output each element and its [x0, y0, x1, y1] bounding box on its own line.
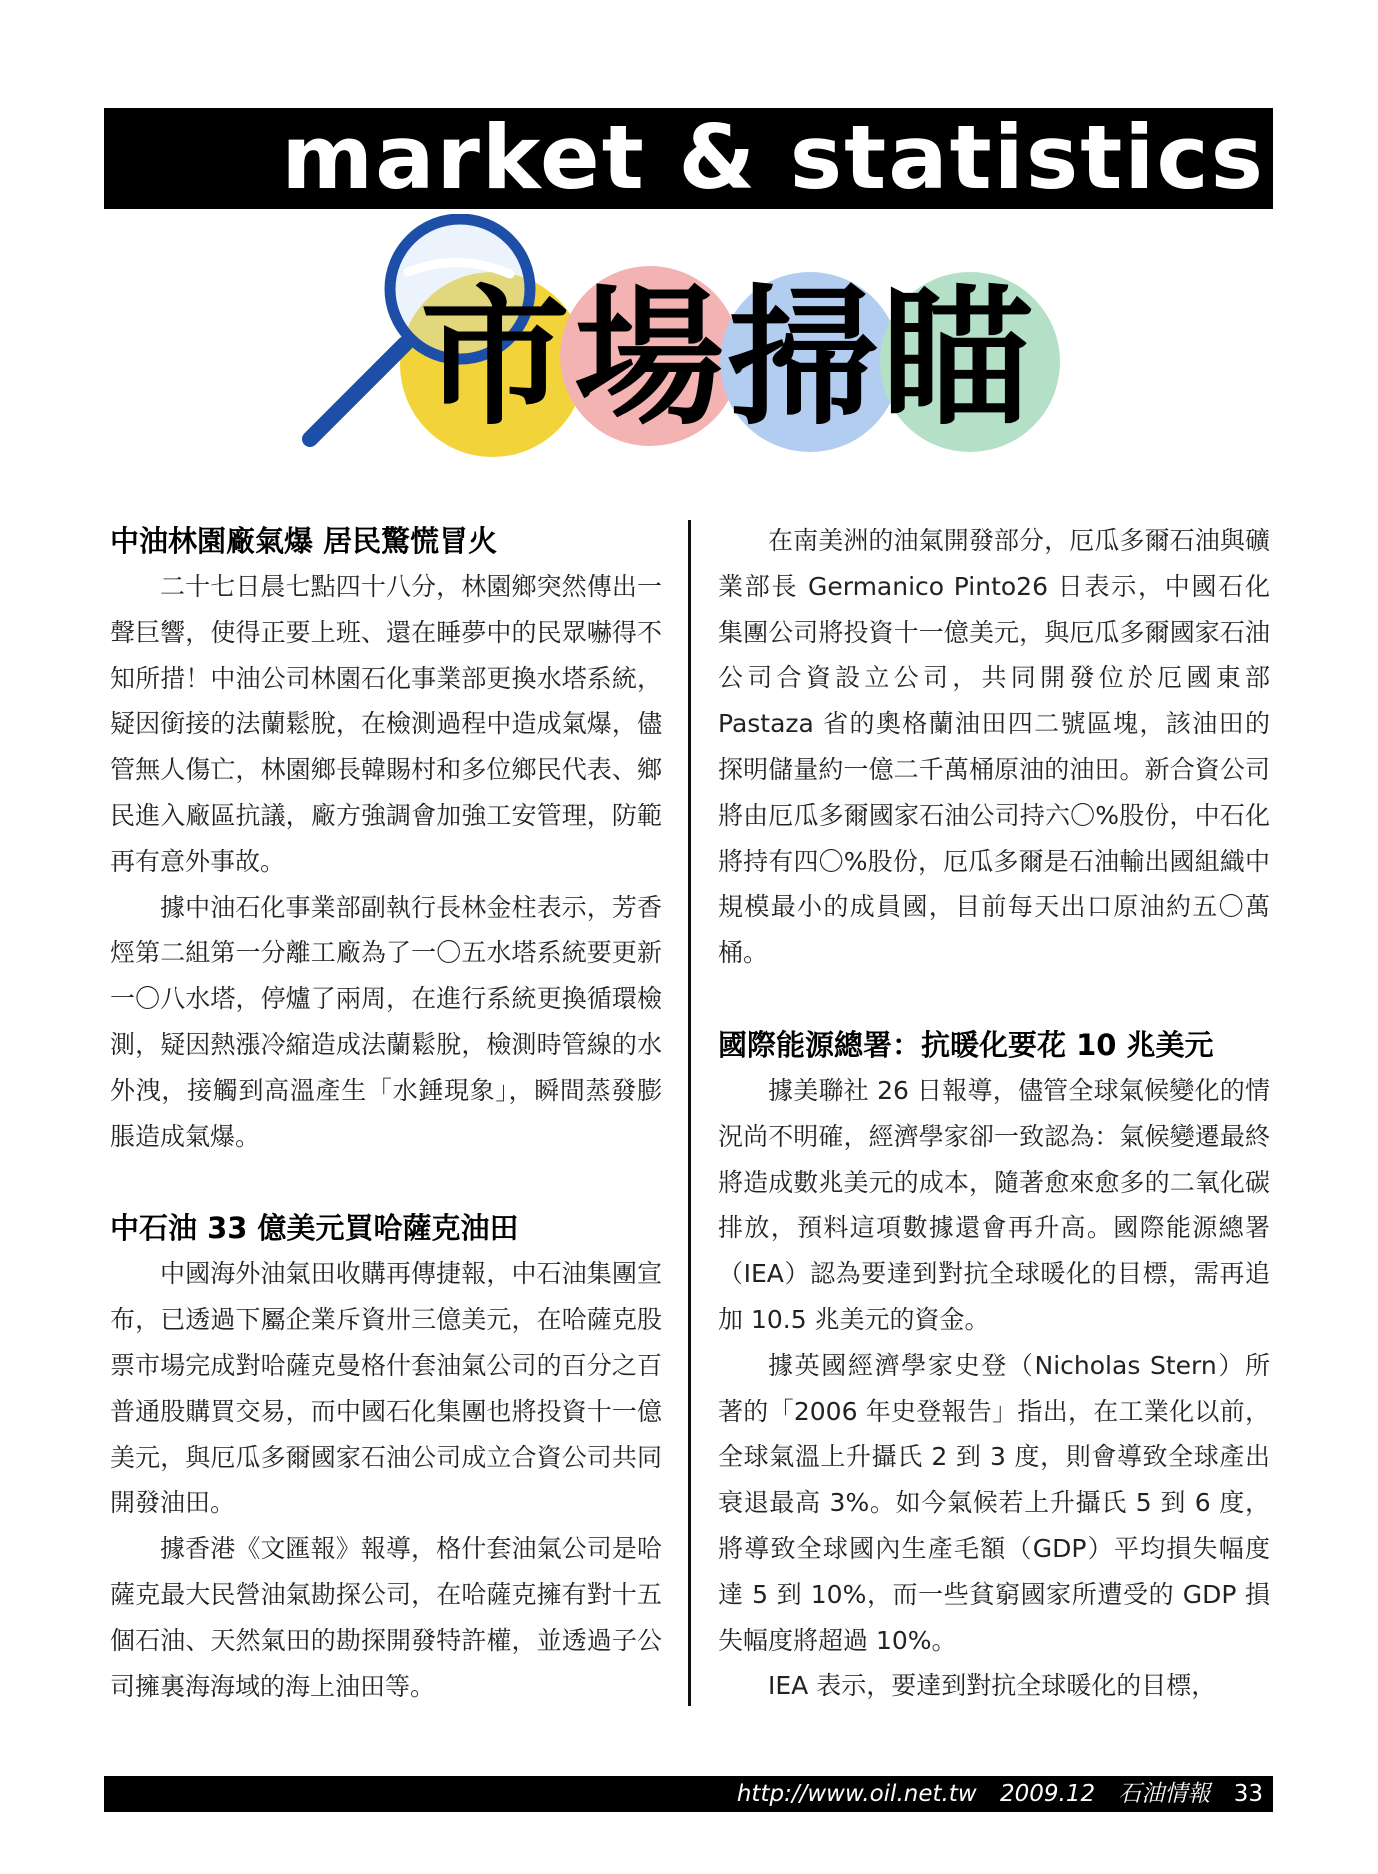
header-banner: [104, 108, 1273, 209]
footer-info: [721, 1776, 1263, 1812]
article-paragraph: 中國海外油氣田收購再傳捷報，中石油集團宣布，已透過下屬企業斥資卅三億美元，在哈薩克股票市場完成對哈薩克曼格什套油氣公司的百分之百普通股購買交易，而中國石化集團也將投資十一億美元，與厄瓜多爾國家石油公司成立合資公司共同開發油田。: [110, 1259, 662, 1518]
article-paragraph: 據美聯社 26 日報導，儘管全球氣候變化的情況尚不明確，經濟學家卻一致認為：氣候變遷最終將造成數兆美元的成本，隨著愈來愈多的二氧化碳排放，預料這項數據還會再升高。國際能源總署（IEA）認為要達到對抗全球暖化的目標，需再追加 10.5 兆美元的資金。: [718, 1075, 1270, 1334]
footer-url: http://www.oil.net.tw: [736, 1781, 977, 1807]
spacer: [110, 1159, 662, 1205]
article-paragraph: IEA 表示，要達到對抗全球暖化的目標，: [768, 1671, 1217, 1701]
footer-publication: 石油情報: [1118, 1781, 1211, 1807]
section-title: market & statistics: [281, 106, 1265, 209]
article-headline: 中油林園廠氣爆 居民驚慌冒火: [110, 524, 498, 558]
article-paragraph: 據中油石化事業部副執行長林金柱表示，芳香烴第二組第一分離工廠為了一〇五水塔系統要更新一〇八水塔，停爐了兩周，在進行系統更換循環檢測，疑因熱漲冷縮造成法蘭鬆脫，檢測時管線的水外洩，接觸到高溫產生「水錘現象」，瞬間蒸發膨脹造成氣爆。: [110, 892, 662, 1151]
spacer: [718, 976, 1270, 1022]
article-headline: 國際能源總署：抗暖化要花 10 兆美元: [718, 1027, 1214, 1062]
article-paragraph: 據香港《文匯報》報導，格什套油氣公司是哈薩克最大民營油氣勘探公司，在哈薩克擁有對十五個石油、天然氣田的勘探開發特許權，並透過子公司擁裏海海域的海上油田等。: [110, 1534, 662, 1701]
right-column: [718, 518, 1270, 1709]
logo-title: 市場掃瞄: [420, 272, 1037, 446]
column-divider: [688, 520, 691, 1706]
footer-bar: [104, 1776, 1273, 1812]
left-column: [110, 518, 662, 1709]
article-paragraph: 二十七日晨七點四十八分，林園鄉突然傳出一聲巨響，使得正要上班、還在睡夢中的民眾嚇得不知所措！中油公司林園石化事業部更換水塔系統，疑因銜接的法蘭鬆脫，在檢測過程中造成氣爆，儘管無人傷亡，林園鄉長韓賜村和多位鄉民代表、鄉民進入廠區抗議，廠方強調會加強工安管理，防範再有意外事故。: [110, 572, 662, 876]
article-paragraph: 在南美洲的油氣開發部分，厄瓜多爾石油與礦業部長 Germanico Pinto26 日表示，中國石化集團公司將投資十一億美元，與厄瓜多爾國家石油公司合資設立公司，共同開發位於厄國東部 Pastaza 省的奧格蘭油田四二號區塊，該油田的探明儲量約一億二千萬桶原油的油田。新合資公司將由厄瓜多爾國家石油公司持六〇%股份，中石化將持有四〇%股份，厄瓜多爾是石油輸出國組織中規模最小的成員國，目前每天出口原油約五〇萬桶。: [718, 526, 1270, 968]
article-paragraph: 據英國經濟學家史登（Nicholas Stern）所著的「2006 年史登報告」指出，在工業化以前，全球氣溫上升攝氏 2 到 3 度，則會導致全球產出衰退最高 3%。如今氣候若上升攝氏 5 到 6 度，將導致全球國內生產毛額（GDP）平均損失幅度達 5 到 10%，而一些貧窮國家所遭受的 GDP 損失幅度將超過 10%。: [718, 1350, 1270, 1655]
page-number: 33: [1233, 1781, 1263, 1807]
article-headline: 中石油 33 億美元買哈薩克油田: [110, 1211, 519, 1246]
section-logo: [290, 214, 1090, 484]
footer-issue: 2009.12: [999, 1781, 1096, 1807]
